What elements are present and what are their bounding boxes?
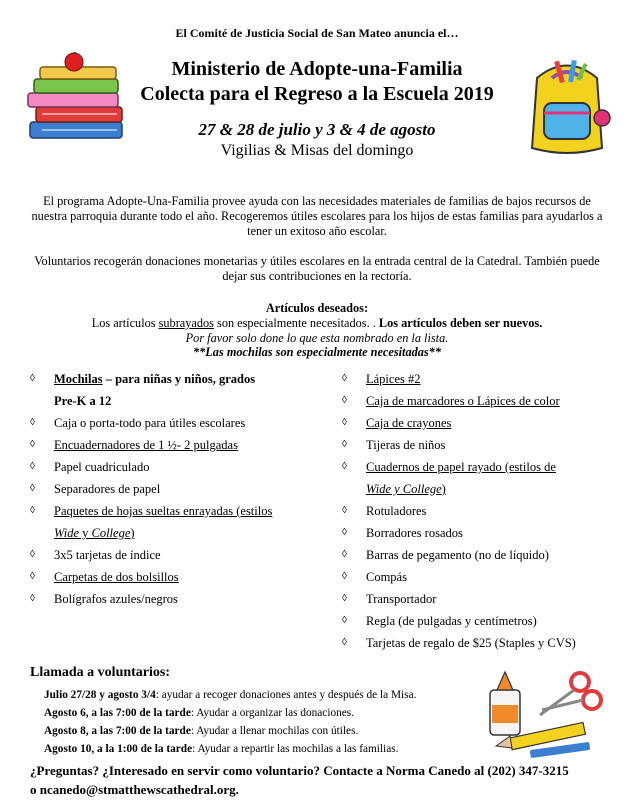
list-item: ◊ Rotuladores [342,504,427,518]
list-item: ◊ Lápices #2 [342,372,421,386]
books-stack-icon [28,67,122,138]
articles-note: Por favor solo done lo que esta nombrado en la lista. [185,331,449,345]
list-item: ◊ Transportador [342,592,437,606]
school-supplies-illustration [470,660,610,760]
list-item: ◊ Carpetas de dos bolsillos [30,570,179,584]
list-item: ◊ Tijeras de niños [342,438,446,452]
masses-line: Vigilias & Misas del domingo [220,142,414,159]
list-item: ◊ Borradores rosados [342,526,463,540]
list-item: ◊ Separadores de papel [30,482,161,496]
backpack-icon [532,60,610,153]
backpacks-note: **Las mochilas son especialmente necesitadas** [193,345,441,359]
list-item: ◊ Caja o porta-todo para útiles escolares [30,416,246,430]
list-item: ◊ Tarjetas de regalo de $25 (Staples y CVS) [342,636,576,650]
title-line-1: Ministerio de Adopte-una-Familia [171,58,463,80]
list-item: ◊ Barras de pegamento (no de líquido) [342,548,549,562]
dropoff-paragraph: Voluntarios recogerán donaciones monetarias y útiles escolares en la entrada central de la Catedral. También puede dejar sus contribuciones en la rectoría. [34,254,600,283]
intro-paragraph: El programa Adopte-Una-Familia provee ayuda con las necesidades materiales de familias de bajos recursos de nuestra parroquia durante todo el año. Recogeremos útiles escolares para los hijos de estas familias para ayudarlos a tener un exitoso año escolar. [31,194,603,238]
articles-heading: Artículos deseados: [265,301,369,315]
announcement-line: El Comité de Justicia Social de San Mateo anuncia el… [175,26,459,40]
volunteer-line-3: Agosto 8, a las 7:00 de la tarde: Ayudar a llenar mochilas con útiles. [44,725,359,737]
list-item: ◊ Compás [342,570,407,584]
articles-line: Los artículos subrayados son especialmente necesitados. . Los artículos deben ser nuevos. [91,316,543,330]
list-item: ◊ Caja de marcadores o Lápices de color [342,394,560,408]
list-item: ◊ Cuadernos de papel rayado (estilos de Wide y College) [342,460,556,496]
list-item: ◊ Caja de crayones [342,416,452,430]
title-line-2: Colecta para el Regreso a la Escuela 2019 [140,83,494,105]
glue-bottle-icon [490,672,520,735]
list-item: ◊ Papel cuadriculado [30,460,150,474]
left-items-list [30,368,330,610]
list-item: ◊ Paquetes de hojas sueltas enrayadas (estilos Wide y College) [30,504,273,540]
books-apple-illustration [22,52,132,142]
list-item: ◊ Mochilas – para niñas y niños, grados Pre-K a 12 [30,372,256,408]
contact-line-2[interactable]: o ncanedo@stmatthewscathedral.org. [30,782,239,797]
list-item: ◊ Bolígrafos azules/negros [30,592,178,606]
apple-icon [65,52,84,71]
event-dates: 27 & 28 de julio y 3 & 4 de agosto [198,120,436,139]
backpack-illustration [522,58,612,158]
volunteer-line-1: Julio 27/28 y agosto 3/4: ayudar a recoger donaciones antes y después de la Misa. [44,689,417,701]
volunteers-heading: Llamada a voluntarios: [30,665,171,680]
list-item: ◊ 3x5 tarjetas de índice [30,548,161,562]
scissors-icon [540,673,601,715]
volunteer-line-2: Agosto 6, a las 7:00 de la tarde: Ayudar a organizar las donaciones. [44,707,354,719]
contact-line-1: ¿Preguntas? ¿Interesado en servir como voluntario? Contacte a Norma Canedo al (202) 347-3215 [30,763,569,778]
volunteer-line-4: Agosto 10, a la 1:00 de la tarde: Ayudar a repartir las mochilas a las familias. [44,743,399,755]
right-items-list [342,368,612,654]
list-item: ◊ Encuadernadores de 1 ½- 2 pulgadas [30,438,238,452]
list-item: ◊ Regla (de pulgadas y centímetros) [342,614,537,628]
